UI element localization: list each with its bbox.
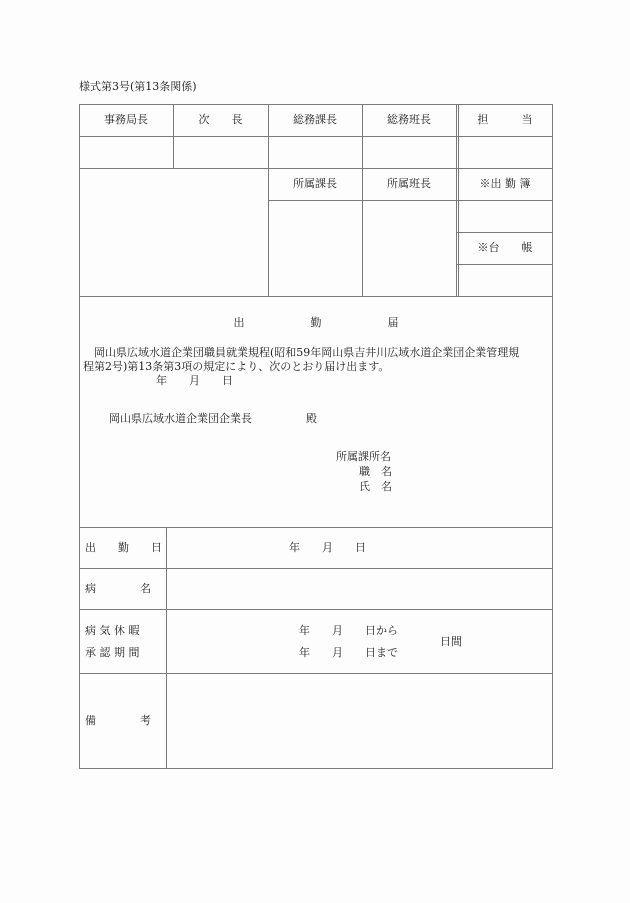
notice-title: 出 勤 届 bbox=[233, 316, 399, 329]
header-shozoku-hancho: 所属班長 bbox=[387, 177, 431, 190]
divider bbox=[79, 296, 553, 297]
shukkinbi-value[interactable]: 年 月 日 bbox=[289, 541, 366, 554]
name-label: 氏 名 bbox=[359, 480, 392, 493]
stamp-box-somu-kacho[interactable] bbox=[269, 137, 362, 168]
header-somu-hancho: 総務班長 bbox=[387, 113, 431, 126]
table-left-border bbox=[79, 104, 80, 769]
table-bottom-border bbox=[79, 768, 553, 769]
addressee: 岡山県広域水道企業団企業長 bbox=[109, 412, 252, 425]
notice-date[interactable]: 年 月 日 bbox=[156, 374, 233, 387]
header-daicho: ※台 帳 bbox=[477, 241, 533, 254]
kyuka-from[interactable]: 年 月 日から bbox=[299, 624, 398, 637]
kyuka-label-line1: 病 気 休 暇 bbox=[85, 624, 140, 637]
stamp-box-shozoku-hancho[interactable] bbox=[363, 201, 456, 296]
header-somu-kacho: 総務課長 bbox=[293, 113, 337, 126]
position-label: 職 名 bbox=[359, 465, 392, 478]
biko-field[interactable] bbox=[167, 674, 552, 768]
table-right-border bbox=[552, 104, 553, 769]
notice-body-line1: 岡山県広域水道企業団職員就業規程(昭和59年岡山県吉井川広域水道企業団企業管理規 bbox=[83, 346, 520, 359]
stamp-box-jicho[interactable] bbox=[174, 137, 268, 168]
divider bbox=[79, 609, 553, 610]
notice-body-line2: 程第2号)第13条第3項の規定により、次のとおり届け出ます。 bbox=[83, 360, 390, 373]
kyuka-label-line2: 承 認 期 間 bbox=[85, 646, 140, 659]
byomei-label: 病 名 bbox=[85, 582, 151, 595]
stamp-box-jimukyokucho[interactable] bbox=[80, 137, 173, 168]
biko-label: 備 考 bbox=[85, 714, 151, 727]
header-shukkinbo: ※出 勤 簿 bbox=[479, 177, 531, 190]
divider bbox=[79, 527, 553, 528]
divider bbox=[456, 104, 457, 296]
stamp-box-daicho[interactable] bbox=[459, 265, 552, 296]
stamp-box-shozoku-kacho[interactable] bbox=[269, 201, 362, 296]
kyuka-days[interactable]: 日間 bbox=[440, 635, 462, 648]
header-tanto: 担 当 bbox=[477, 113, 533, 126]
header-shozoku-kacho: 所属課長 bbox=[293, 177, 337, 190]
shukkinbi-label: 出 勤 日 bbox=[85, 541, 162, 554]
header-jicho: 次 長 bbox=[198, 113, 243, 126]
stamp-box-somu-hancho[interactable] bbox=[363, 137, 456, 168]
stamp-box-shukkinbo[interactable] bbox=[459, 201, 552, 232]
dept-label: 所属課所名 bbox=[336, 450, 391, 463]
honorific: 殿 bbox=[306, 412, 317, 425]
header-jimukyokucho: 事務局長 bbox=[104, 113, 148, 126]
byomei-field[interactable] bbox=[167, 569, 552, 609]
stamp-box-tanto[interactable] bbox=[459, 137, 552, 168]
table-top-border bbox=[79, 104, 553, 105]
divider bbox=[457, 232, 553, 233]
form-number: 様式第3号(第13条関係) bbox=[79, 80, 197, 93]
divider bbox=[79, 168, 553, 169]
kyuka-to[interactable]: 年 月 日まで bbox=[299, 646, 398, 659]
